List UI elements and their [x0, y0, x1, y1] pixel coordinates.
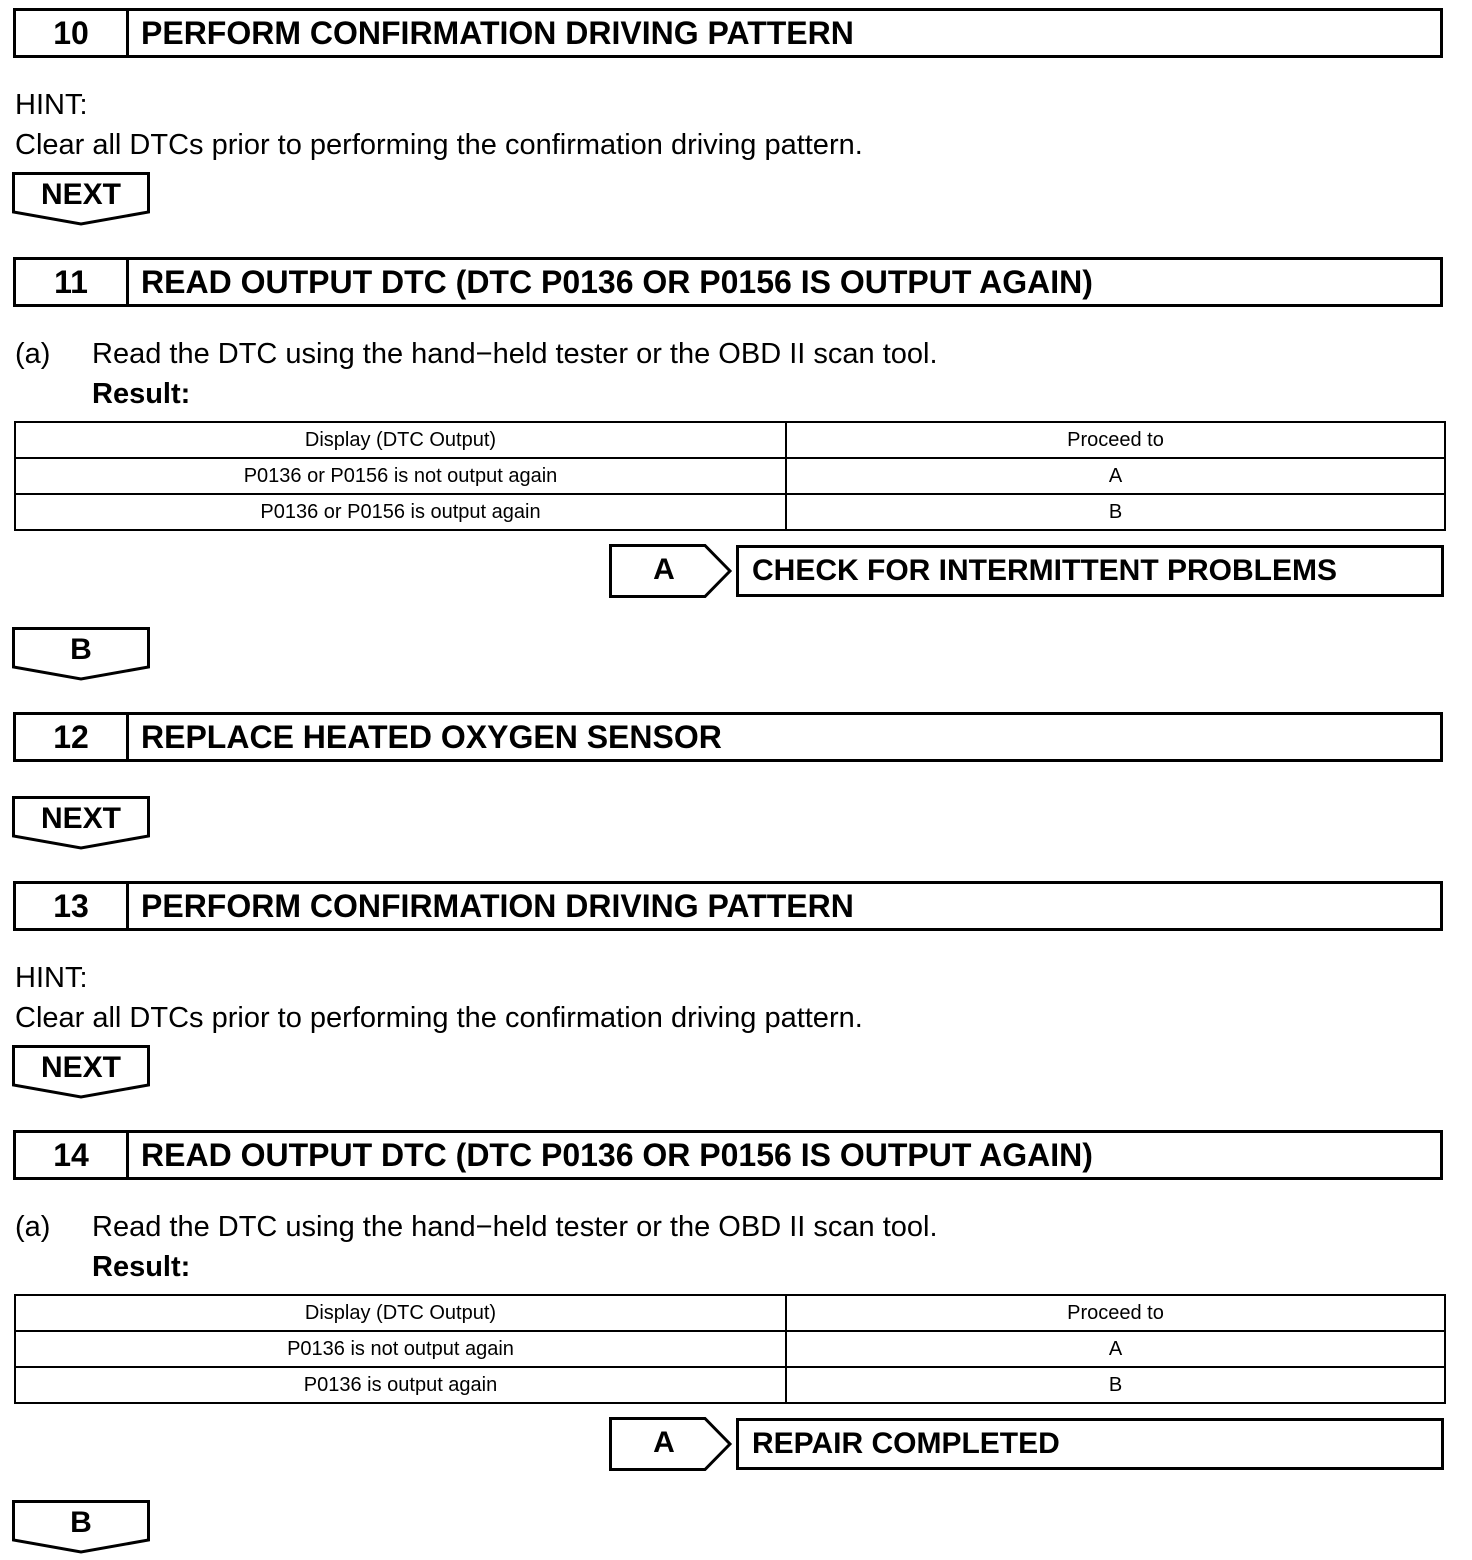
substep-marker: (a)	[15, 338, 51, 370]
table-row	[15, 1367, 1445, 1403]
table-header-cell: Proceed to	[786, 422, 1445, 458]
step-number: 12	[16, 715, 129, 759]
step-number: 10	[16, 11, 129, 55]
result-a-box: CHECK FOR INTERMITTENT PROBLEMS	[736, 545, 1444, 597]
substep-text: Read the DTC using the hand−held tester or the OBD II scan tool.	[92, 1211, 938, 1243]
table-cell: A	[786, 458, 1445, 494]
hint-label: HINT:	[15, 89, 88, 121]
table-header-cell: Display (DTC Output)	[15, 1295, 786, 1331]
next-label: NEXT	[40, 802, 121, 835]
table-row	[15, 1331, 1445, 1367]
result-label: Result:	[92, 1251, 191, 1283]
next-button[interactable]	[12, 796, 150, 850]
table-cell: B	[786, 1367, 1445, 1403]
step-header-14	[13, 1130, 1443, 1180]
step-title: REPLACE HEATED OXYGEN SENSOR	[141, 718, 722, 755]
step-header-13	[13, 881, 1443, 931]
substep-text: Read the DTC using the hand−held tester or the OBD II scan tool.	[92, 338, 938, 370]
table-header-row	[15, 422, 1445, 458]
branch-b-label: B	[70, 633, 92, 666]
step-number: 14	[16, 1133, 129, 1177]
result-a-box: REPAIR COMPLETED	[736, 1418, 1444, 1470]
step-title: READ OUTPUT DTC (DTC P0136 OR P0156 IS OUTPUT AGAIN)	[141, 263, 1093, 300]
step-header-11	[13, 257, 1443, 307]
branch-b-label: B	[70, 1506, 92, 1539]
table-header-row	[15, 1295, 1445, 1331]
table-row	[15, 494, 1445, 530]
branch-b-button[interactable]	[12, 627, 150, 681]
table-cell: A	[786, 1331, 1445, 1367]
next-button[interactable]	[12, 1045, 150, 1099]
result-table	[14, 1294, 1446, 1404]
hint-text: Clear all DTCs prior to performing the confirmation driving pattern.	[15, 129, 863, 161]
step-header-12	[13, 712, 1443, 762]
branch-a-label: A	[653, 1426, 675, 1459]
step-header-10	[13, 8, 1443, 58]
next-button[interactable]	[12, 172, 150, 226]
table-row	[15, 458, 1445, 494]
substep-marker: (a)	[15, 1211, 51, 1243]
branch-a-label: A	[653, 553, 675, 586]
table-cell: B	[786, 494, 1445, 530]
next-label: NEXT	[40, 1051, 121, 1084]
hint-label: HINT:	[15, 962, 88, 994]
step-title: READ OUTPUT DTC (DTC P0136 OR P0156 IS OUTPUT AGAIN)	[141, 1136, 1093, 1173]
table-cell: P0136 or P0156 is not output again	[15, 458, 786, 494]
step-number: 13	[16, 884, 129, 928]
branch-b-button[interactable]	[12, 1500, 150, 1554]
table-cell: P0136 is output again	[15, 1367, 786, 1403]
result-table	[14, 421, 1446, 531]
table-cell: P0136 or P0156 is output again	[15, 494, 786, 530]
branch-a-arrow[interactable]	[609, 544, 733, 598]
table-cell: P0136 is not output again	[15, 1331, 786, 1367]
branch-a-arrow[interactable]	[609, 1417, 733, 1471]
step-title: PERFORM CONFIRMATION DRIVING PATTERN	[141, 887, 854, 924]
step-number: 11	[16, 260, 129, 304]
result-label: Result:	[92, 378, 191, 410]
next-label: NEXT	[40, 178, 121, 211]
hint-text: Clear all DTCs prior to performing the confirmation driving pattern.	[15, 1002, 863, 1034]
table-header-cell: Display (DTC Output)	[15, 422, 786, 458]
step-title: PERFORM CONFIRMATION DRIVING PATTERN	[141, 14, 854, 51]
table-header-cell: Proceed to	[786, 1295, 1445, 1331]
